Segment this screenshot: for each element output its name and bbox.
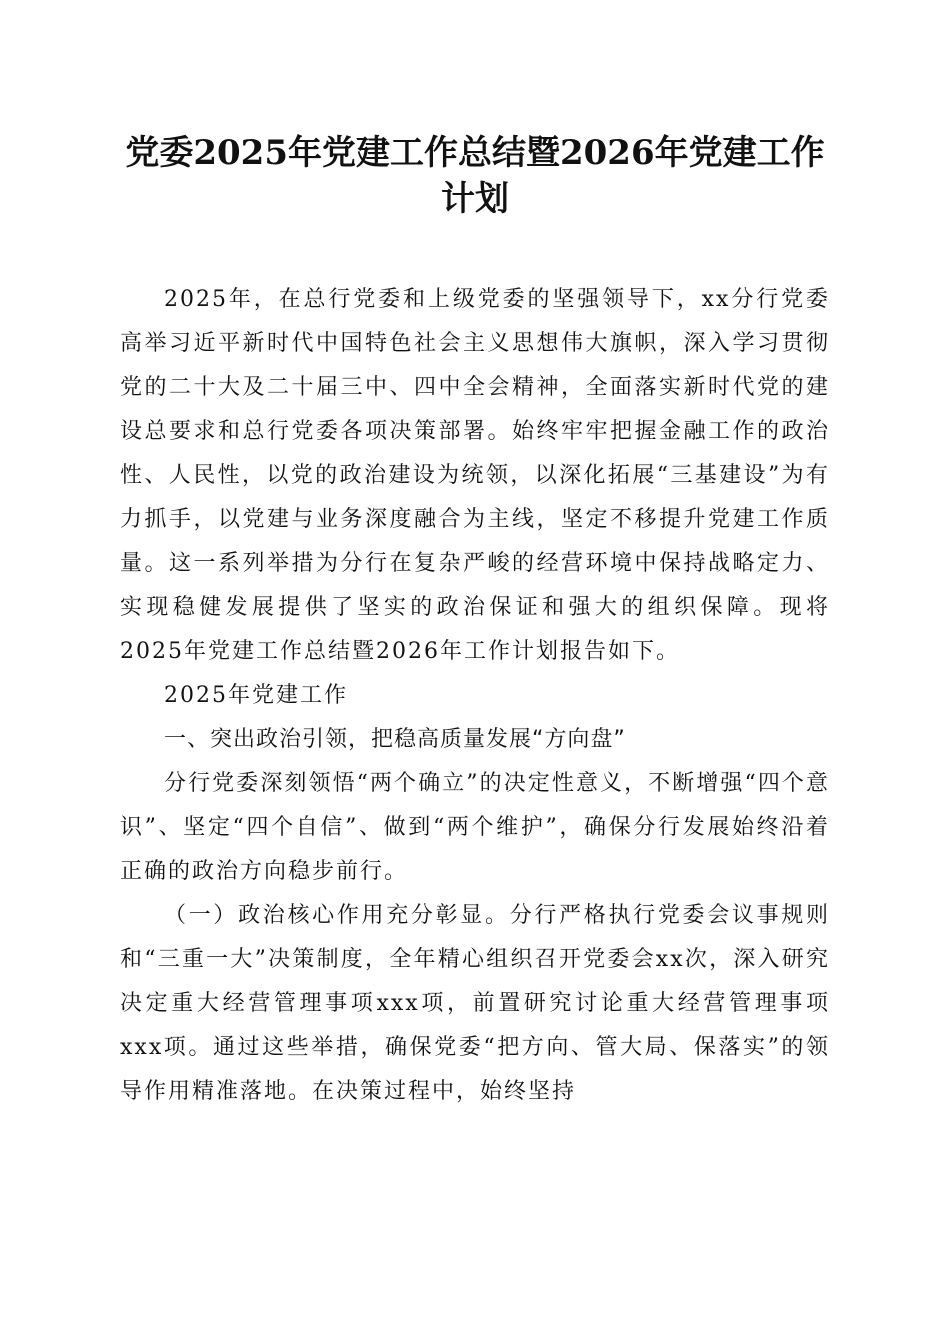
section-heading-1: 一、突出政治引领，把稳高质量发展“方向盘”: [164, 727, 626, 752]
body-paragraph-2: 分行党委深刻领悟“两个确立”的决定性意义，不断增强“四个意识”、坚定“四个自信”、做到“两个维护”，确保分行发展始终沿着正确的政治方向稳步前行。: [120, 771, 830, 884]
title-line-2: 计划: [441, 179, 509, 219]
title-line-1: 党委2025年党建工作总结暨2026年党建工作: [125, 133, 825, 173]
document-title: [120, 130, 830, 222]
section-label: 2025年党建工作: [164, 683, 348, 708]
subsection-body: 分行严格执行党委会议事规则和“三重一大”决策制度，全年精心组织召开党委会xx次，深入研究决定重大经营管理事项xxx项，前置研究讨论重大经营管理事项xxx项。通过这些举措，确保党委“把方向、管大局、保落实”的领导作用精准落地。在决策过程中，始终坚持: [120, 903, 830, 1104]
document-page: [120, 130, 830, 1114]
intro-paragraph: 2025年，在总行党委和上级党委的坚强领导下，xx分行党委高举习近平新时代中国特色社会主义思想伟大旗帜，深入学习贯彻党的二十大及二十届三中、四中全会精神，全面落实新时代党的建设总要求和总行党委各项决策部署。始终牢牢把握金融工作的政治性、人民性，以党的政治建设为统领，以深化拓展“三基建设”为有力抓手，以党建与业务深度融合为主线，坚定不移提升党建工作质量。这一系列举措为分行在复杂严峻的经营环境中保持战略定力、实现稳健发展提供了坚实的政治保证和强大的组织保障。现将2025年党建工作总结暨2026年工作计划报告如下。: [120, 287, 830, 664]
subsection-paragraph-1: [120, 894, 830, 1114]
subsection-lead: （一）政治核心作用充分彰显。: [164, 903, 510, 928]
